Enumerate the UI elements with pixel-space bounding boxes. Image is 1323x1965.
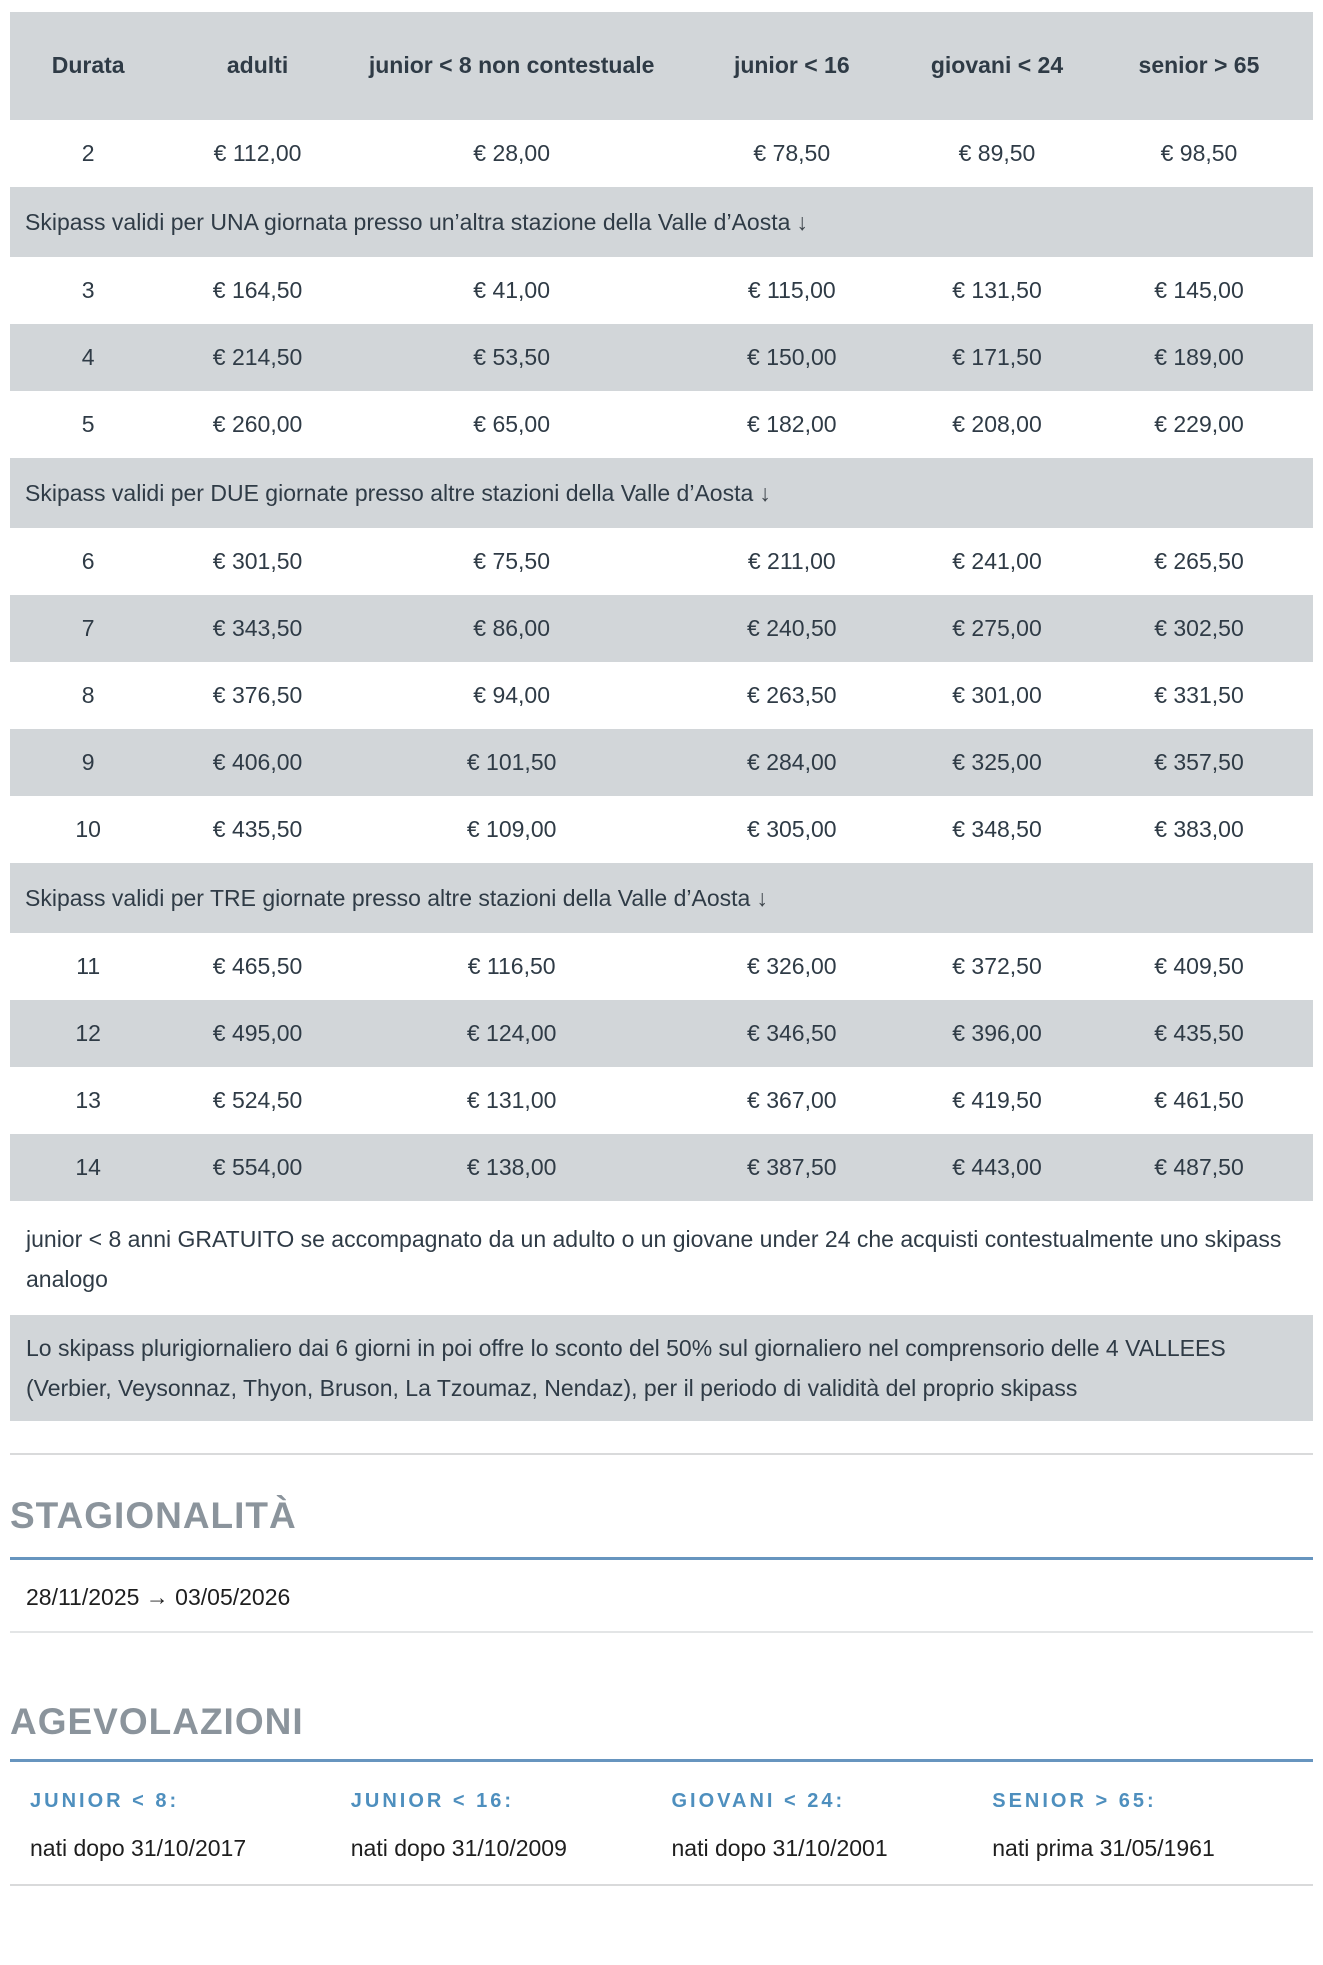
table-row [10, 1000, 1313, 1067]
duration-cell: 2 [81, 140, 95, 166]
column-header: junior < 8 non contestuale [349, 12, 675, 120]
table-row [10, 595, 1313, 662]
price-cell: € 98,50 [1160, 140, 1238, 166]
price-cell: € 211,00 [747, 548, 836, 574]
table-row [10, 1134, 1313, 1201]
price-cell: € 89,50 [958, 140, 1036, 166]
arrow-down-icon: ↓ [756, 884, 768, 911]
price-cell: € 78,50 [753, 140, 831, 166]
price-cell: € 94,00 [473, 682, 551, 708]
banner-text[interactable] [10, 187, 1313, 257]
price-cell: € 409,50 [1154, 953, 1244, 979]
table-notes [10, 1209, 1313, 1421]
price-cell: € 343,50 [166, 595, 348, 662]
duration-cell: 9 [10, 729, 166, 796]
price-cell: € 131,00 [466, 1087, 557, 1113]
duration-cell: 5 [81, 411, 95, 437]
concession-item [672, 1790, 993, 1862]
price-cell: € 86,00 [349, 595, 675, 662]
price-cell: € 357,50 [1085, 729, 1313, 796]
price-cell: € 260,00 [212, 411, 303, 437]
price-cell: € 435,50 [1085, 1000, 1313, 1067]
concession-value: nati prima 31/05/1961 [992, 1835, 1215, 1861]
concession-label: GIOVANI < 24: [671, 1790, 846, 1812]
price-cell: € 53,50 [349, 324, 675, 391]
duration-cell: 10 [75, 816, 101, 842]
price-cell: € 372,50 [952, 953, 1042, 979]
price-cell: € 367,00 [747, 1087, 837, 1113]
price-cell: € 348,50 [952, 816, 1042, 842]
price-cell: € 302,50 [1085, 595, 1313, 662]
price-cell: € 214,50 [166, 324, 348, 391]
duration-cell: 7 [10, 595, 166, 662]
arrow-down-icon: ↓ [759, 479, 771, 506]
price-cell: € 115,00 [747, 277, 836, 303]
price-cell: € 396,00 [909, 1000, 1085, 1067]
concession-item [992, 1790, 1313, 1862]
concessions-rule [10, 1759, 1313, 1762]
banner-label: Skipass validi per DUE giornate presso altre stazioni della Valle d’Aosta [25, 479, 754, 506]
price-cell: € 241,00 [952, 548, 1042, 574]
concession-value: nati dopo 31/10/2009 [350, 1835, 567, 1861]
price-cell: € 275,00 [909, 595, 1085, 662]
price-cell: € 376,50 [212, 682, 303, 708]
concession-label: JUNIOR < 16: [350, 1790, 515, 1812]
banner-row[interactable] [10, 863, 1313, 933]
table-row [10, 662, 1313, 729]
banner-label: Skipass validi per UNA giornata presso un’altra stazione della Valle d’Aosta [25, 208, 791, 235]
table-row [10, 324, 1313, 391]
price-cell: € 554,00 [166, 1134, 348, 1201]
banner-text[interactable] [10, 863, 1313, 933]
seasonality-title: STAGIONALITÀ [10, 1495, 297, 1536]
column-header: Durata [10, 12, 166, 120]
section-divider [10, 1631, 1313, 1633]
price-cell: € 28,00 [473, 140, 551, 166]
banner-text[interactable] [10, 458, 1313, 528]
price-cell: € 443,00 [909, 1134, 1085, 1201]
price-cell: € 325,00 [909, 729, 1085, 796]
price-cell: € 229,00 [1154, 411, 1244, 437]
price-cell: € 419,50 [952, 1087, 1042, 1113]
price-cell: € 346,50 [675, 1000, 910, 1067]
duration-cell: 6 [81, 548, 95, 574]
duration-cell: 3 [81, 277, 95, 303]
price-cell: € 109,00 [466, 816, 557, 842]
concession-value: nati dopo 31/10/2001 [671, 1835, 888, 1861]
price-cell: € 284,00 [675, 729, 910, 796]
price-cell: € 265,50 [1154, 548, 1244, 574]
arrow-down-icon: ↓ [796, 208, 808, 235]
banner-row[interactable] [10, 187, 1313, 257]
concession-label: SENIOR > 65: [992, 1790, 1157, 1812]
duration-cell: 8 [81, 682, 95, 708]
price-cell: € 435,50 [212, 816, 303, 842]
table-row [10, 729, 1313, 796]
seasonality-date-range: 28/11/2025 → 03/05/2026 [26, 1584, 291, 1610]
column-header: adulti [166, 12, 348, 120]
price-cell: € 524,50 [212, 1087, 303, 1113]
concessions-title: AGEVOLAZIONI [10, 1701, 304, 1742]
concessions-grid [10, 1790, 1313, 1862]
table-row [10, 391, 1313, 458]
price-cell: € 495,00 [166, 1000, 348, 1067]
price-cell: € 465,50 [212, 953, 303, 979]
price-cell: € 208,00 [952, 411, 1042, 437]
price-cell: € 116,50 [467, 953, 556, 979]
price-cell: € 145,00 [1154, 277, 1244, 303]
price-cell: € 406,00 [166, 729, 348, 796]
banner-label: Skipass validi per TRE giornate presso altre stazioni della Valle d’Aosta [25, 884, 751, 911]
price-cell: € 65,00 [473, 411, 551, 437]
price-cell: € 124,00 [349, 1000, 675, 1067]
bottom-divider [10, 1884, 1313, 1886]
table-row [10, 796, 1313, 863]
price-cell: € 189,00 [1085, 324, 1313, 391]
duration-cell: 12 [10, 1000, 166, 1067]
price-cell: € 131,50 [952, 277, 1042, 303]
table-header-row [10, 12, 1313, 120]
concession-label: JUNIOR < 8: [30, 1790, 180, 1812]
column-header: senior > 65 [1085, 12, 1313, 120]
duration-cell: 13 [75, 1087, 101, 1113]
section-divider [10, 1453, 1313, 1455]
price-cell: € 331,50 [1154, 682, 1244, 708]
price-cell: € 150,00 [675, 324, 910, 391]
banner-row[interactable] [10, 458, 1313, 528]
price-cell: € 112,00 [213, 140, 302, 166]
table-row [10, 257, 1313, 324]
concession-value: nati dopo 31/10/2017 [30, 1835, 247, 1861]
duration-cell: 11 [76, 953, 101, 979]
price-cell: € 487,50 [1085, 1134, 1313, 1201]
table-row [10, 120, 1313, 187]
price-cell: € 305,00 [747, 816, 837, 842]
price-cell: € 164,50 [212, 277, 303, 303]
price-cell: € 171,50 [909, 324, 1085, 391]
price-cell: € 75,50 [473, 548, 551, 574]
note-text: junior < 8 anni GRATUITO se accompagnato da un adulto o un giovane under 24 che acquisti contestualmente uno skipass analogo [26, 1226, 1282, 1292]
column-header: junior < 16 [675, 12, 910, 120]
concessions-section [10, 1701, 1313, 1862]
price-cell: € 387,50 [675, 1134, 910, 1201]
table-row [10, 528, 1313, 595]
price-cell: € 383,00 [1154, 816, 1244, 842]
price-cell: € 138,00 [349, 1134, 675, 1201]
skipass-price-table [10, 12, 1313, 1201]
duration-cell: 14 [10, 1134, 166, 1201]
column-header: giovani < 24 [909, 12, 1085, 120]
duration-cell: 4 [10, 324, 166, 391]
seasonality-section [10, 1495, 1313, 1611]
concession-item [30, 1790, 351, 1862]
seasonality-rule [10, 1557, 1313, 1560]
price-cell: € 101,50 [349, 729, 675, 796]
table-row [10, 1067, 1313, 1134]
concession-item [351, 1790, 672, 1862]
price-cell: € 301,00 [952, 682, 1042, 708]
price-cell: € 461,50 [1154, 1087, 1244, 1113]
table-row [10, 933, 1313, 1000]
price-cell: € 263,50 [747, 682, 837, 708]
price-cell: € 182,00 [747, 411, 837, 437]
price-cell: € 301,50 [212, 548, 303, 574]
price-cell: € 41,00 [473, 277, 551, 303]
price-cell: € 326,00 [747, 953, 837, 979]
note-text: Lo skipass plurigiornaliero dai 6 giorni in poi offre lo sconto del 50% sul giornaliero nel comprensorio delle 4 VALLEES (Verbier, Veysonnaz, Thyon, Bruson, La Tzoumaz, Nendaz), per il periodo di validità del proprio skipass [10, 1315, 1313, 1421]
price-cell: € 240,50 [675, 595, 910, 662]
